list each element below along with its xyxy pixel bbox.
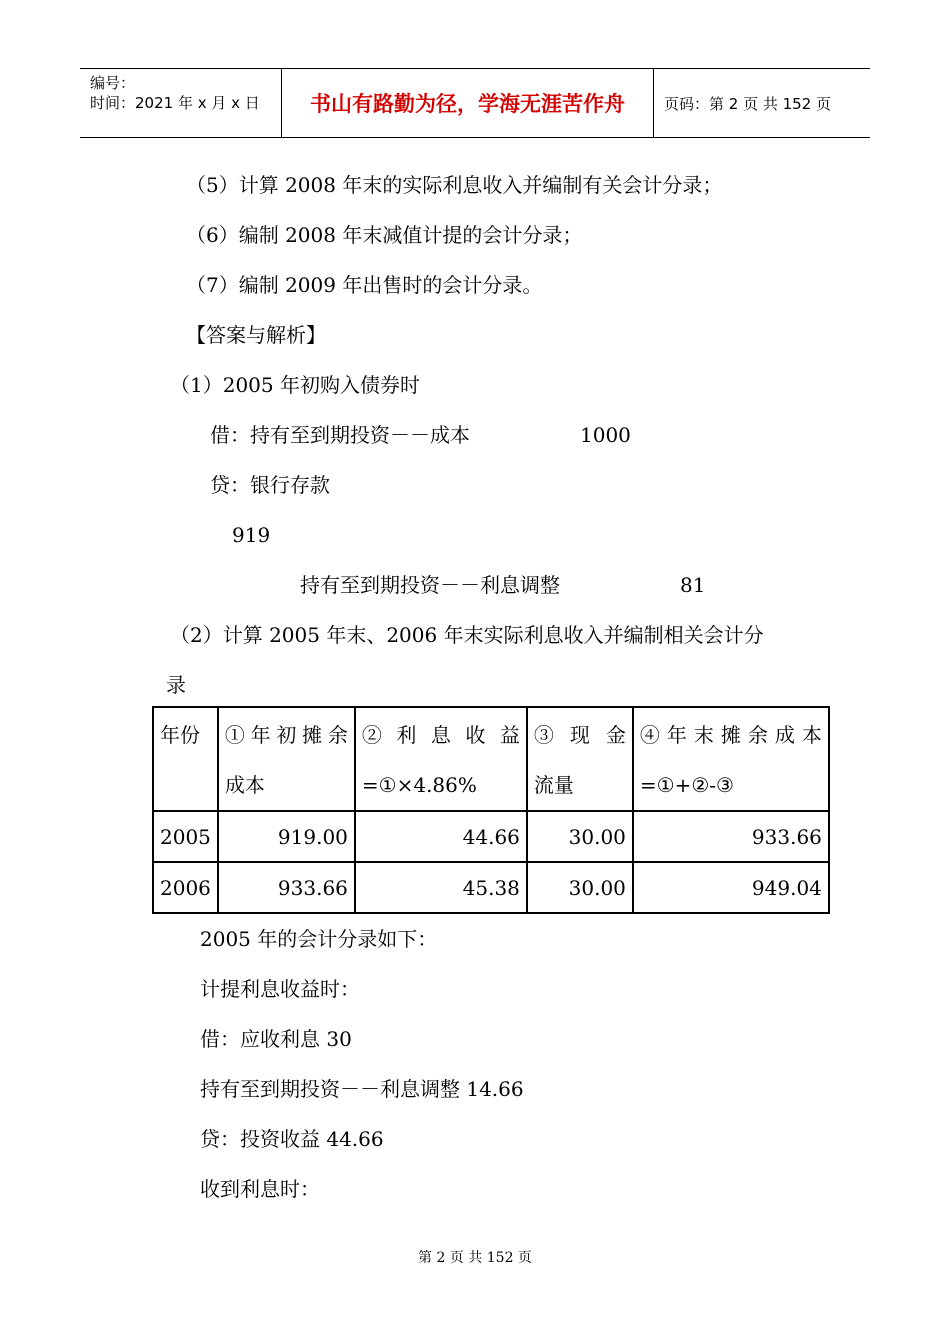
answer-2-title-cont: 录 bbox=[166, 673, 186, 697]
table-cell: 919.00 bbox=[218, 811, 355, 862]
header-opening-cost: ①年初摊余 成本 bbox=[218, 707, 355, 811]
header-page-info: 页码：第 2 页 共 152 页 bbox=[664, 94, 832, 113]
table-cell: 45.38 bbox=[355, 862, 527, 913]
credit-entry-1-amount: 919 bbox=[232, 523, 271, 547]
debit-entry-1-label: 借：持有至到期投资－－成本 bbox=[210, 423, 470, 447]
debit-entry-1-amount: 1000 bbox=[580, 423, 631, 447]
table-cell: 30.00 bbox=[527, 862, 633, 913]
debit-entry-3: 持有至到期投资－－利息调整 14.66 bbox=[200, 1077, 524, 1101]
page-footer: 第 2 页 共 152 页 bbox=[418, 1250, 532, 1266]
table-cell: 933.66 bbox=[633, 811, 829, 862]
answer-heading: 【答案与解析】 bbox=[186, 323, 326, 347]
table-row bbox=[153, 811, 829, 862]
table-cell: 44.66 bbox=[355, 811, 527, 862]
answer-2-title: （2）计算 2005 年末、2006 年末实际利息收入并编制相关会计分 bbox=[170, 623, 764, 647]
header-year: 年份 bbox=[153, 707, 218, 811]
table-cell: 30.00 bbox=[527, 811, 633, 862]
question-7: （7）编制 2009 年出售时的会计分录。 bbox=[186, 273, 543, 297]
credit-entry-3: 贷：投资收益 44.66 bbox=[200, 1127, 384, 1151]
document-time-label: 时间：2021 年 x 月 x 日 bbox=[90, 94, 260, 112]
table-cell: 2005 bbox=[153, 811, 218, 862]
table-cell: 949.04 bbox=[633, 862, 829, 913]
table-row bbox=[153, 862, 829, 913]
question-6: （6）编制 2008 年末减值计提的会计分录； bbox=[186, 223, 583, 247]
header-cash-flow: ③ 现 金 流量 bbox=[527, 707, 633, 811]
amortization-table bbox=[152, 706, 830, 914]
table-header-row bbox=[153, 707, 829, 811]
credit-entry-1-label: 贷：银行存款 bbox=[210, 473, 330, 497]
answer-1-title: （1）2005 年初购入债券时 bbox=[170, 373, 420, 397]
receive-title: 收到利息时： bbox=[200, 1177, 320, 1201]
accrue-title: 计提利息收益时： bbox=[200, 977, 360, 1001]
header-closing-cost: ④年末摊余成本 =①+②-③ bbox=[633, 707, 829, 811]
page-header bbox=[80, 68, 870, 138]
entry-title-2005: 2005 年的会计分录如下： bbox=[200, 927, 438, 951]
header-interest-income: ② 利 息 收 益 =①×4.86% bbox=[355, 707, 527, 811]
credit-entry-2-label: 持有至到期投资－－利息调整 bbox=[300, 573, 560, 597]
debit-entry-2: 借：应收利息 30 bbox=[200, 1027, 352, 1051]
table-cell: 2006 bbox=[153, 862, 218, 913]
document-number-label: 编号： bbox=[90, 74, 136, 92]
credit-entry-2-amount: 81 bbox=[680, 573, 706, 597]
table-cell: 933.66 bbox=[218, 862, 355, 913]
header-meta bbox=[80, 69, 282, 137]
question-5: （5）计算 2008 年末的实际利息收入并编制有关会计分录； bbox=[186, 173, 723, 197]
header-motto: 书山有路勤为径，学海无涯苦作舟 bbox=[282, 69, 654, 137]
